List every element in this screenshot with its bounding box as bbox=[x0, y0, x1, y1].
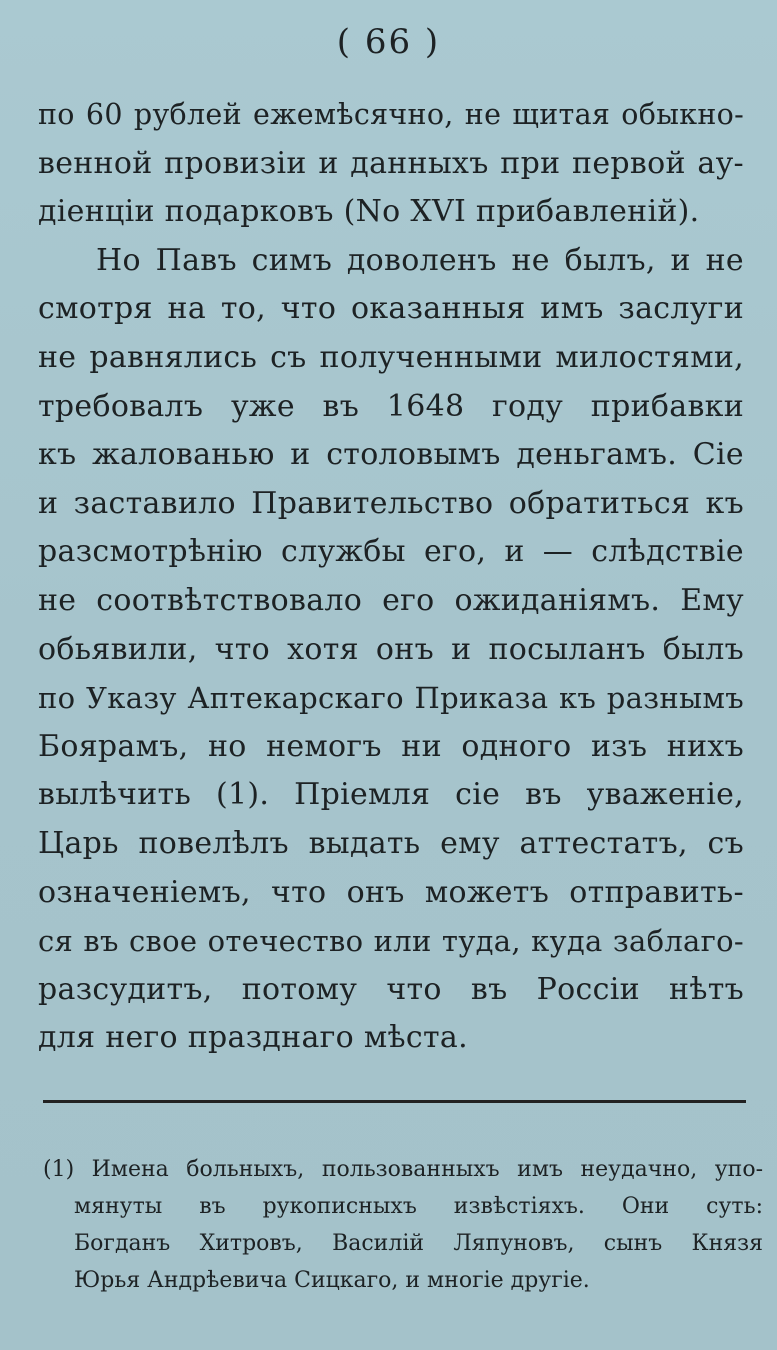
text-line: венной провизіи и данныхъ при первой ау- bbox=[38, 145, 744, 181]
text-line: и заставило Правительство обратиться къ bbox=[38, 485, 744, 521]
footnote-line: (1) Имена больныхъ, пользованныхъ имъ неудачно, упо- bbox=[43, 1157, 763, 1182]
text-line: по 60 рублей ежемѣсячно, не щитая обыкно- bbox=[38, 98, 744, 131]
text-line: вылѣчить (1). Пріемля сіе въ уваженіе, bbox=[38, 777, 744, 813]
text-line: означеніемъ, что онъ можетъ отправить- bbox=[38, 874, 744, 910]
text-line: требовалъ уже въ 1648 году прибавки bbox=[38, 388, 744, 424]
footnote-line: Юрья Андрѣевича Сицкаго, и многіе другіе. bbox=[74, 1268, 590, 1293]
text-line: не равнялись съ полученными милостями, bbox=[38, 339, 744, 375]
text-line: ся въ свое отечество или туда, куда заблаго- bbox=[38, 924, 744, 959]
text-line: къ жалованью и столовымъ деньгамъ. Сіе bbox=[38, 437, 744, 473]
text-line: Царь повелѣлъ выдать ему аттестатъ, съ bbox=[38, 825, 744, 861]
footnote bbox=[43, 1151, 763, 1299]
footnote-line: Богданъ Хитровъ, Василій Ляпуновъ, сынъ Князя bbox=[74, 1231, 763, 1256]
text-line: Но Павъ симъ доволенъ не былъ, и не bbox=[96, 242, 744, 278]
text-line: Боярамъ, но немогъ ни одного изъ нихъ bbox=[38, 728, 744, 764]
text-line: смотря на то, что оказанныя имъ заслуги bbox=[38, 291, 744, 327]
text-line: по Указу Аптекарскаго Приказа къ разнымъ bbox=[38, 681, 744, 716]
page-number: ( 66 ) bbox=[336, 22, 441, 62]
text-line: для него празднаго мѣста. bbox=[38, 1020, 468, 1056]
text-line: діенціи подарковъ (No XVI прибавленій). bbox=[38, 194, 700, 230]
text-line: не соотвѣтствовало его ожиданіямъ. Ему bbox=[38, 582, 744, 618]
footnote-divider bbox=[43, 1100, 746, 1103]
text-line: разсудитъ, потому что въ Россіи нѣтъ bbox=[38, 971, 744, 1007]
main-text bbox=[38, 91, 744, 1063]
text-line: обьявили, что хотя онъ и посыланъ былъ bbox=[38, 631, 744, 667]
footnote-line: мянуты въ рукописныхъ извѣстіяхъ. Они суть: bbox=[74, 1194, 763, 1219]
text-line: разсмотрѣнію службы его, и — слѣдствіе bbox=[38, 534, 744, 570]
